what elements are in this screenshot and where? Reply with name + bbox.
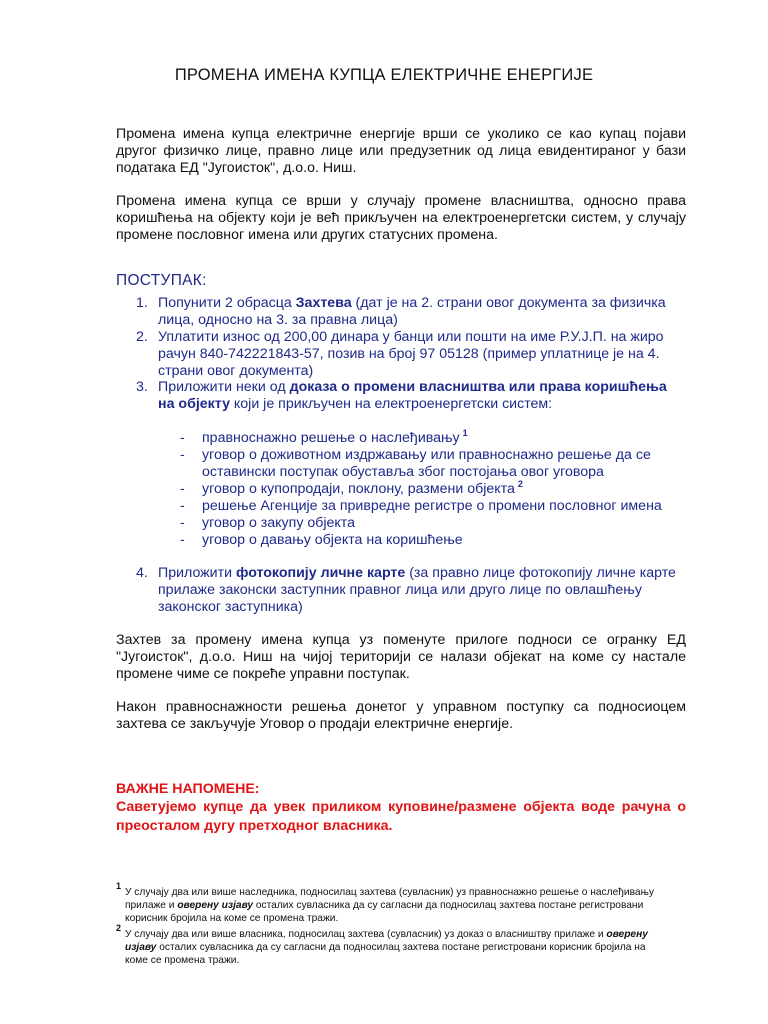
important-notes-text	[116, 798, 686, 836]
text-line: Промена имена купца електричне енергије врши се уколико се као купац појави	[116, 126, 686, 142]
text-line: другог физичко лице, правно лице или предузетник од лица евидентираног у бази	[116, 143, 686, 159]
step-number: 2.	[136, 329, 148, 345]
text-line: података ЕД "Југоисток", д.о.о. Ниш.	[116, 160, 357, 176]
intro-paragraph-1	[116, 126, 686, 177]
text-line: Промена имена купца се врши у случају промене власништва, односно права	[116, 193, 686, 209]
step-text-part: (дат је на 2. страни овог документа за физичка	[351, 295, 666, 311]
intro-paragraph-2	[116, 193, 686, 244]
bullet-dash: -	[180, 515, 185, 531]
step-number: 1.	[136, 295, 148, 311]
text-line: Захтев за промену имена купца уз поменуте прилоге подноси се огранку ЕД	[116, 632, 686, 648]
list-item-text	[202, 430, 468, 447]
footnote-part: прилаже и	[125, 900, 178, 911]
step-text: рачун 840-742221843-57, позив на број 97 05128 (пример уплатнице је на 4.	[158, 346, 660, 362]
text-line: Саветујемо купце да увек приликом куповине/размене објекта воде рачуна о	[116, 799, 686, 815]
footnote-line	[125, 928, 648, 941]
step-text: страни овог документа)	[158, 363, 314, 379]
step-text	[158, 396, 552, 413]
step-text	[158, 565, 676, 582]
step-text-part: Приложити неки од	[158, 379, 290, 395]
footnote-emphasis: оверену	[606, 929, 648, 940]
bullet-dash: -	[180, 430, 185, 446]
footnote-part: У случају два или више власника, подносилац захтева (сувласник) уз доказ о власништву прилаже и	[125, 929, 607, 940]
step-text: прилаже законски заступник правног лица или друго лице по овлашћењу	[158, 582, 642, 598]
step-text-part: Попунити 2 обрасца	[158, 295, 296, 311]
footnote-line: коме се промена тражи.	[125, 955, 240, 966]
contract-paragraph	[116, 699, 686, 733]
text-line: преосталом дугу претходног власника.	[116, 818, 393, 834]
step-text-part: (за правно лице фотокопију личне карте	[405, 565, 676, 581]
footnote-emphasis: оверену изјаву	[177, 900, 254, 911]
list-item-label: решење Агенције за привредне регистре о промени пословног имена	[202, 498, 662, 514]
step-text	[158, 379, 667, 396]
page-title: ПРОМЕНА ИМЕНА КУПЦА ЕЛЕКТРИЧНЕ ЕНЕРГИЈЕ	[174, 66, 594, 84]
step-text-bold: на објекту	[158, 396, 230, 412]
footnote-line: корисник бројила на коме се промена тражи.	[125, 913, 339, 924]
list-item-label: уговор о закупу објекта	[202, 515, 356, 531]
list-item-label: оставински поступак обуставља због постојања овог уговора	[202, 464, 604, 480]
step-number: 4.	[136, 565, 148, 581]
footnote-ref: 2	[517, 479, 523, 490]
bullet-dash: -	[180, 447, 185, 463]
step-text-bold: Захтева	[295, 295, 352, 311]
step-text: лица, односно на 3. за правна лица)	[158, 312, 398, 328]
text-line: промене чиме се покреће управни поступак.	[116, 666, 410, 682]
footnote-number: 1	[116, 881, 122, 891]
text-line: Након правноснажности решења донетог у управном поступку са подносиоцем	[116, 699, 686, 715]
footnote-ref: 1	[462, 428, 468, 439]
step-text: законског заступника)	[158, 599, 303, 615]
step-text: Уплатити износ од 200,00 динара у банци или пошти на име Р.У.Ј.П. на жиро	[158, 329, 664, 345]
text-line: захтева се закључује Уговор о продаји електричне енергије.	[116, 716, 514, 732]
step-text-bold: доказа о промени власништва или права коришћења	[289, 379, 667, 395]
submission-paragraph	[116, 632, 686, 683]
list-item-label: правноснажно решење о наслеђивању	[202, 430, 460, 446]
step-number: 3.	[136, 379, 148, 395]
footnote-text	[125, 886, 654, 925]
footnote-line	[125, 941, 648, 954]
bullet-dash: -	[180, 532, 185, 548]
footnote-emphasis: изјаву	[125, 942, 157, 953]
step-text-part: Приложити	[158, 565, 236, 581]
footnote-part: осталих сувласника да су сагласни да подносилац захтева постане регистровани корисник бројила на	[156, 942, 646, 953]
list-item-text	[202, 481, 523, 498]
step-text-part: који је прикључен на електроенергетски систем:	[229, 396, 553, 412]
text-line: "Југоисток", д.о.о. Ниш на чијој територији се налази објекат на коме су настале	[116, 649, 686, 665]
text-line: промене пословног имена или других статусних промена.	[116, 227, 498, 243]
footnote-line	[125, 899, 654, 912]
list-item-label: уговор о давању објекта на коришћење	[202, 532, 463, 548]
footnote-number: 2	[116, 923, 122, 933]
footnote-text	[125, 928, 648, 967]
bullet-dash: -	[180, 498, 185, 514]
important-notes-heading: ВАЖНЕ НАПОМЕНЕ:	[116, 781, 260, 797]
procedure-heading: ПОСТУПАК:	[116, 272, 207, 289]
footnote-part: осталих сувласника да су сагласни да подносилац захтева постане регистровани	[253, 900, 644, 911]
step-text-bold: фотокопију личне карте	[235, 565, 406, 581]
text-line: коришћења на објекту који је већ прикључен на електроенергетски систем, у случају	[116, 210, 686, 226]
bullet-dash: -	[180, 481, 185, 497]
footnote-line: У случају два или више наследника, подносилац захтева (сувласник) уз правноснажно решење о наслеђивању	[125, 887, 654, 898]
step-text	[158, 295, 666, 312]
list-item-label: уговор о купопродаји, поклону, размени објекта	[202, 481, 515, 497]
list-item-label: уговор о доживотном издржавању или правноснажно решење да се	[202, 447, 651, 463]
